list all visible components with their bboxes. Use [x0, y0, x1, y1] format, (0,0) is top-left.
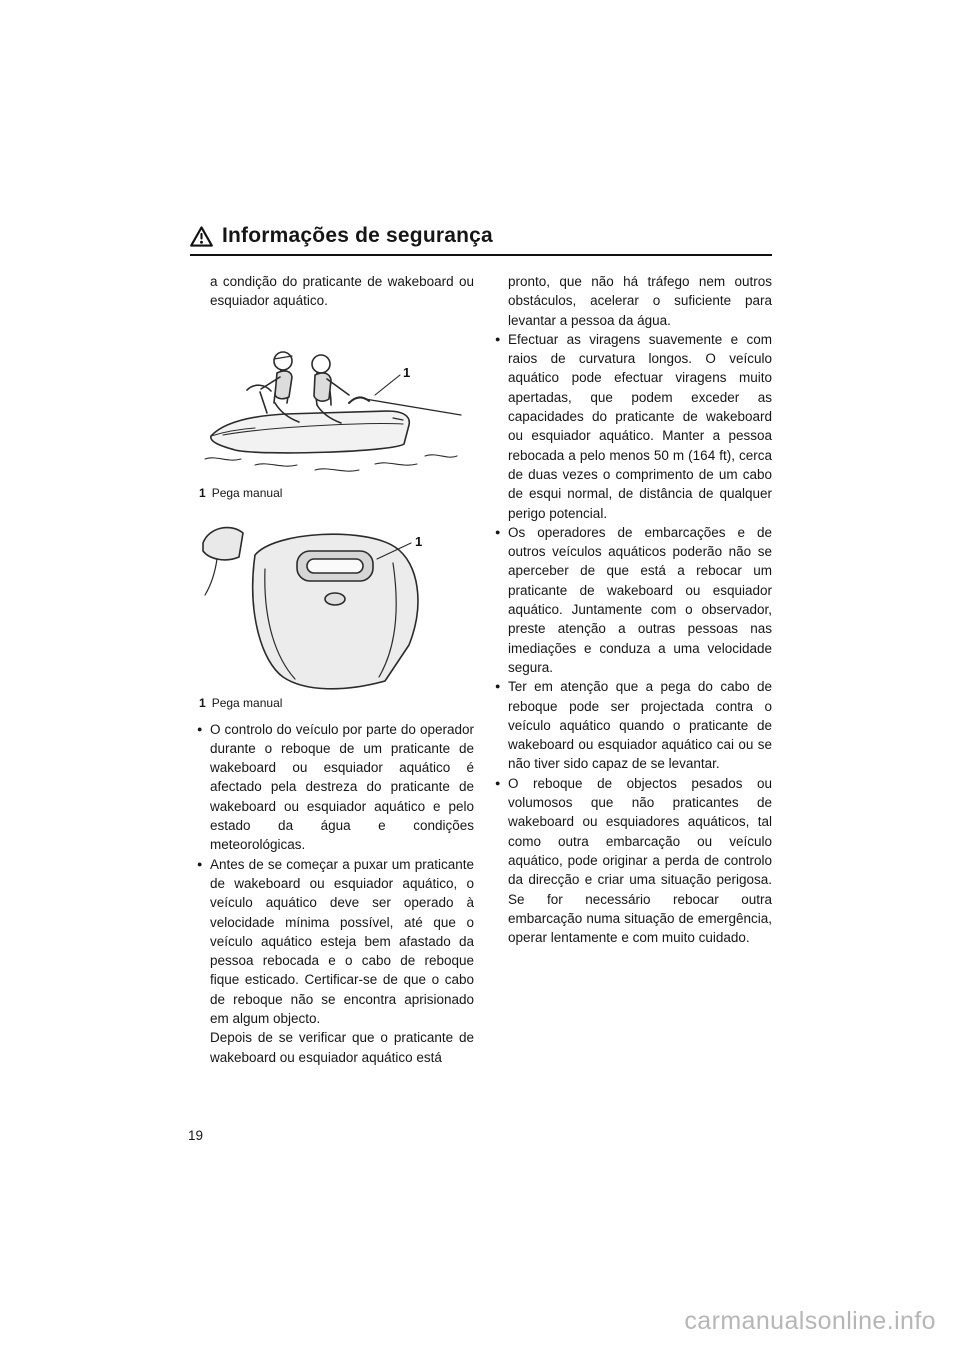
caption-text: Pega manual — [211, 485, 283, 500]
page-title: Informações de segurança — [222, 224, 493, 247]
figure2-callout: 1 — [415, 533, 423, 549]
bullet-text: Antes de se começar a puxar um praticante de wakeboard ou esquiador aquático, o veículo aquático deve ser operado à velocidade mínima possível, até que o veículo aquático esteja bem afastado da pessoa rebocada e o cabo de reboque fique esticado. Certificar-se de que o cabo de reboque não se encontra aprisionado em algum objecto. — [210, 856, 474, 1027]
figure1-callout: 1 — [403, 364, 411, 380]
left-column — [197, 272, 474, 1067]
page-number: 19 — [188, 1128, 204, 1143]
jet-ski-towing-illustration — [197, 323, 474, 483]
figure2-caption — [199, 696, 474, 711]
bullet-item — [495, 677, 772, 773]
continuation-text: Depois de se verificar que o praticante de wakeboard ou esquiador aquático está — [210, 1030, 474, 1065]
caption-text: Pega manual — [211, 695, 283, 710]
caption-number: 1 — [199, 485, 206, 500]
bullet-marker: ● — [495, 526, 501, 537]
continuation-text: pronto, que não há tráfego nem outros obstáculos, acelerar o suficiente para levantar a pessoa da água. — [508, 274, 772, 328]
bullet-marker: ● — [495, 777, 501, 788]
bullet-text: Efectuar as viragens suavemente e com raios de curvatura longos. O veículo aquático pode efectuar viragens muito apertadas, que podem exceder as capacidades do praticante de wakeboard ou esquiador aquático. Manter a pessoa rebocada a pelo menos 50 m (164 ft), cerca de duas vezes o comprimento de um cabo de esqui normal, de distância de qualquer perigo potencial. — [508, 331, 772, 521]
bullet-text: O reboque de objectos pesados ou volumosos que não praticantes de wakeboard ou esquiadores aquáticos, tal como outra embarcação ou veículo aquático, pode originar a perda de controlo da direcção e criar uma situação perigosa. Se for necessário rebocar outra embarcação numa situação de emergência, operar lentamente e com muito cuidado. — [508, 775, 772, 946]
bullet-marker: ● — [197, 858, 203, 869]
bullet-text: Ter em atenção que a pega do cabo de reboque pode ser projectada contra o veículo aquático quando o praticante de wakeboard ou esquiador aquático cai ou se não tiver sido capaz de se levantar. — [508, 679, 772, 772]
watermark: carmanualsonline.info — [684, 1307, 936, 1335]
warning-triangle-icon — [190, 226, 213, 247]
bullet-item — [197, 720, 474, 855]
bullet-item — [197, 855, 474, 1029]
right-column — [495, 272, 772, 947]
bullet-marker: ● — [495, 681, 501, 692]
section-header — [190, 224, 772, 256]
bullet-item — [495, 774, 772, 948]
intro-text: a condição do praticante de wakeboard ou esquiador aquático. — [210, 274, 474, 309]
figure1-caption — [199, 486, 474, 501]
bullet-text: Os operadores de embarcações e de outros veículos aquáticos poderão não se aperceber de que está a rebocar um praticante de wakeboard ou esquiador aquático. Juntamente com o observador, preste atenção a outras pessoas nas imediações e conduza a uma velocidade segura. — [508, 524, 772, 675]
bullet-marker: ● — [495, 333, 501, 344]
caption-number: 1 — [199, 695, 206, 710]
bullet-item — [495, 330, 772, 523]
bullet-marker: ● — [197, 723, 203, 734]
rear-handle-illustration — [197, 513, 474, 693]
bullet-item — [495, 523, 772, 677]
bullet-text: O controlo do veículo por parte do operador durante o reboque de um praticante de wakeboard ou esquiador aquático é afectado pela destreza do praticante de wakeboard ou esquiador aquático e pelo estado da água e condições meteorológicas. — [210, 721, 474, 853]
